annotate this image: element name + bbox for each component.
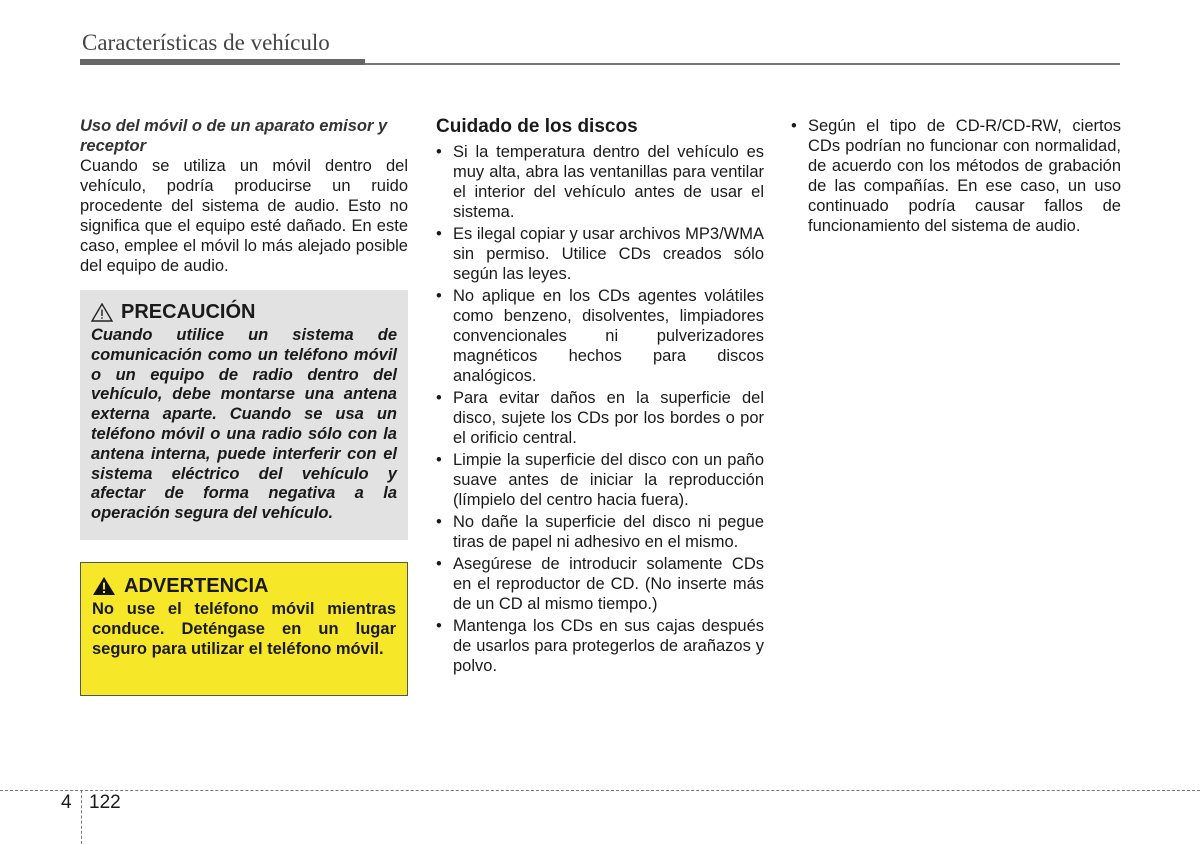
list-item xyxy=(436,286,764,386)
bullet-glyph: • xyxy=(436,555,442,573)
list-item xyxy=(436,554,764,614)
header-rule-thick xyxy=(80,59,365,65)
bullet-glyph: • xyxy=(436,225,442,243)
page-title: Características de vehículo xyxy=(82,30,330,55)
list-item-text: Si la temperatura dentro del vehículo es muy alta, abra las ventanillas para ventilar el interior del vehículo antes de usar el sistema. xyxy=(453,143,764,221)
bullet-glyph: • xyxy=(436,287,442,305)
left-column xyxy=(80,116,408,276)
warning-title: ADVERTENCIA xyxy=(124,575,269,597)
list-item xyxy=(436,224,764,284)
footer-divider xyxy=(81,790,82,844)
list-item-text: Según el tipo de CD-R/CD-RW, ciertos CDs podrían no funcionar con normalidad, de acuerdo con los métodos de grabación de las compañías. En ese caso, un uso continuado podría causar fallos de funcionamiento del sistema de audio. xyxy=(808,117,1121,235)
list-item-text: Asegúrese de introducir solamente CDs en el reproductor de CD. (No inserte más de un CD al mismo tiempo.) xyxy=(453,555,764,613)
list-item-text: Es ilegal copiar y usar archivos MP3/WMA sin permiso. Utilice CDs creados sólo según las leyes. xyxy=(453,225,764,283)
warning-title-row xyxy=(92,574,396,598)
header-rule-thin xyxy=(365,63,1120,65)
list-item-text: Limpie la superficie del disco con un paño suave antes de iniciar la reproducción (límpielo del centro hacia fuera). xyxy=(453,451,764,509)
list-item-text: Mantenga los CDs en sus cajas después de usarlos para protegerlos de arañazos y polvo. xyxy=(453,617,764,675)
list-item xyxy=(436,512,764,552)
bullet-glyph: • xyxy=(791,117,797,135)
caution-title: PRECAUCIÓN xyxy=(121,301,256,323)
cd-type-list xyxy=(791,116,1121,236)
list-item xyxy=(791,116,1121,236)
bullet-glyph: • xyxy=(436,513,442,531)
list-item-text: No aplique en los CDs agentes volátiles como benzeno, disolventes, limpiadores convencionales ni pulverizadores magnéticos hechos para discos analógicos. xyxy=(453,287,764,385)
warning-triangle-filled-icon xyxy=(92,576,116,596)
caution-text: Cuando utilice un sistema de comunicación como un teléfono móvil o un equipo de radio dentro del vehículo, debe montarse una antena externa aparte. Cuando se usa un teléfono móvil o una radio sólo con la antena interna, puede interferir con el sistema eléctrico del vehículo y afectar de forma negativa a la operación segura del vehículo. xyxy=(91,326,397,523)
chapter-number: 4 xyxy=(61,792,72,813)
section-heading: Cuidado de los discos xyxy=(436,116,638,137)
list-item-text: No dañe la superficie del disco ni pegue tiras de papel ni adhesivo en el mismo. xyxy=(453,513,764,551)
warning-text: No use el teléfono móvil mientras conduce. Deténgase en un lugar seguro para utilizar el teléfono móvil. xyxy=(92,600,396,658)
bullet-glyph: • xyxy=(436,617,442,635)
disc-care-list xyxy=(436,142,764,676)
bullet-glyph: • xyxy=(436,451,442,469)
list-item xyxy=(436,616,764,676)
page-number: 122 xyxy=(89,792,121,813)
right-column xyxy=(791,116,1121,238)
body-paragraph: Cuando se utiliza un móvil dentro del vehículo, podría producirse un ruido procedente del sistema de audio. Esto no significa que el equipo esté dañado. En este caso, emplee el móvil lo más alejado posible del equipo de audio. xyxy=(80,157,408,275)
list-item xyxy=(436,388,764,448)
warning-box xyxy=(80,562,408,696)
footer-rule xyxy=(0,790,1200,791)
subheading: Uso del móvil o de un aparato emisor y receptor xyxy=(80,117,388,155)
middle-column xyxy=(436,116,764,678)
list-item xyxy=(436,450,764,510)
caution-title-row xyxy=(91,300,397,324)
bullet-glyph: • xyxy=(436,389,442,407)
warning-triangle-outline-icon xyxy=(91,303,113,322)
bullet-glyph: • xyxy=(436,143,442,161)
list-item xyxy=(436,142,764,222)
list-item-text: Para evitar daños en la superficie del disco, sujete los CDs por los bordes o por el orificio central. xyxy=(453,389,764,447)
caution-box xyxy=(80,290,408,540)
